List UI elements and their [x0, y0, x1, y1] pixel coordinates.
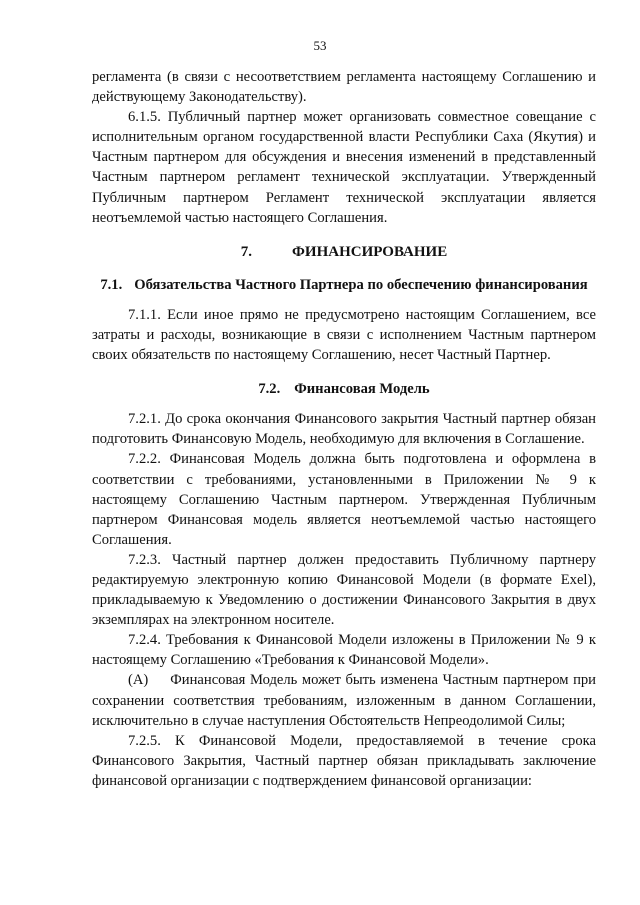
- list-item-a: [92, 670, 596, 730]
- subsection-number: 7.2.: [258, 381, 281, 398]
- subsection-number: 7.1.: [100, 276, 123, 293]
- list-item-text: Финансовая Модель может быть изменена Частным партнером при сохранении соответствия требованиям, изложенным в данном Соглашении, исключительно в случае наступления Обстоятельств Непреодолимой Силы;: [92, 672, 596, 729]
- section-heading-7: [92, 242, 596, 262]
- subsection-title: Финансовая Модель: [294, 381, 430, 398]
- document-body: [92, 67, 596, 791]
- subsection-heading-7-2: [92, 379, 596, 399]
- section-title: ФИНАНСИРОВАНИЕ: [292, 243, 448, 260]
- list-item-label: (А): [128, 672, 149, 689]
- paragraph-7-2-3: 7.2.3. Частный партнер должен предоставить Публичному партнеру редактируемую электронную копию Финансовой Модели (в формате Exel), прикладываемую к Уведомлению о достижении Финансового Закрытия в двух экземплярах на электронном носителе.: [92, 551, 596, 629]
- paragraph-7-2-2: 7.2.2. Финансовая Модель должна быть подготовлена и оформлена в соответствии с требованиями, установленными в Приложении № 9 к настоящему Соглашению Частным партнером. Утвержденная Публичным партнером Финансовая модель является неотъемлемой частью настоящего Соглашения.: [92, 451, 596, 548]
- paragraph-7-2-1: 7.2.1. До срока окончания Финансового закрытия Частный партнер обязан подготовить Финансовую Модель, необходимую для включения в Соглашение.: [92, 411, 596, 448]
- subsection-heading-7-1: [92, 275, 596, 295]
- paragraph-6-1-5: 6.1.5. Публичный партнер может организовать совместное совещание с исполнительным органом государственной власти Республики Саха (Якутия) и Частным партнером для обсуждения и внесения изменений в представленный Частным партнером регламент технической эксплуатации. Утвержденный Публичным партнером Регламент технической эксплуатации является неотъемлемой частью настоящего Соглашения.: [92, 109, 596, 226]
- paragraph-continuation: регламента (в связи с несоответствием регламента настоящему Соглашению и действующему Законодательству).: [92, 69, 596, 106]
- subsection-title: Обязательства Частного Партнера по обеспечению финансирования: [134, 276, 588, 293]
- section-number: 7.: [240, 243, 253, 260]
- paragraph-7-1-1: 7.1.1. Если иное прямо не предусмотрено настоящим Соглашением, все затраты и расходы, возникающие в связи с исполнением Частным партнером своих обязательств по настоящему Соглашению, несет Частный Партнер.: [92, 306, 596, 364]
- paragraph-7-2-5: 7.2.5. К Финансовой Модели, предоставляемой в течение срока Финансового Закрытия, Частный партнер обязан прикладывать заключение финансовой организации с подтверждением финансовой организации:: [92, 732, 596, 789]
- paragraph-7-2-4: 7.2.4. Требования к Финансовой Модели изложены в Приложении № 9 к настоящему Соглашению «Требования к Финансовой Модели».: [92, 632, 596, 669]
- page-number: 53: [313, 38, 327, 53]
